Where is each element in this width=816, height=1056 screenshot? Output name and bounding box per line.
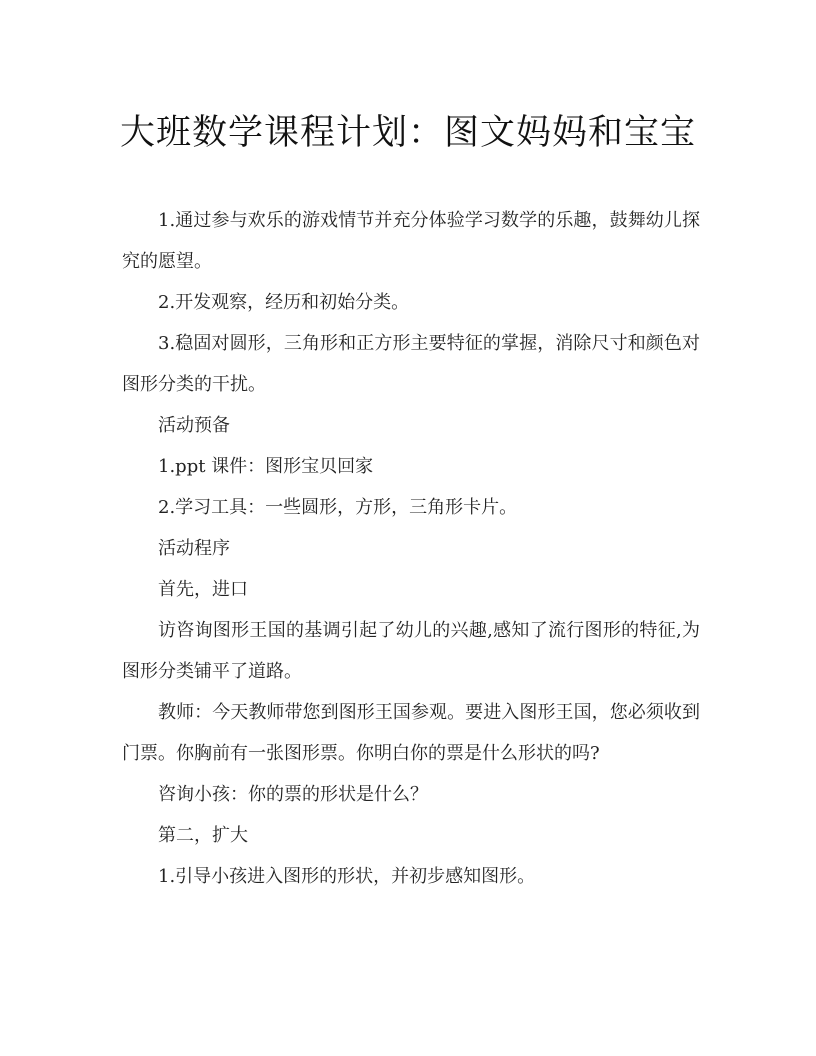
- document-body: [122, 200, 700, 897]
- subheading-first: 首先，进口: [158, 579, 248, 600]
- section-heading-preparation: 活动预备: [158, 415, 230, 436]
- paragraph-objective-1: 1.通过参与欢乐的游戏情节并充分体验学习数学的乐趣，鼓舞幼儿探究的愿望。: [122, 210, 700, 272]
- paragraph-preparation-1: 1.ppt 课件：图形宝贝回家: [158, 456, 374, 477]
- document-title: 大班数学课程计划：图文妈妈和宝宝: [119, 113, 696, 153]
- paragraph-preparation-2: 2.学习工具：一些圆形，方形，三角形卡片。: [158, 497, 518, 518]
- paragraph-objective-2: 2.开发观察，经历和初始分类。: [158, 292, 410, 313]
- paragraph-ask-child: 咨询小孩：你的票的形状是什么？: [158, 784, 428, 805]
- subheading-second: 第二，扩大: [158, 825, 248, 846]
- paragraph-intro: 访咨询图形王国的基调引起了幼儿的兴趣,感知了流行图形的特征,为图形分类铺平了道路。: [122, 620, 700, 682]
- section-heading-procedure: 活动程序: [158, 538, 230, 559]
- paragraph-objective-3: 3.稳固对圆形，三角形和正方形主要特征的掌握，消除尺寸和颜色对图形分类的干扰。: [122, 333, 700, 395]
- paragraph-guide: 1.引导小孩进入图形的形状，并初步感知图形。: [158, 866, 536, 887]
- paragraph-teacher: 教师：今天教师带您到图形王国参观。要进入图形王国，您必须收到门票。你胸前有一张图形票。你明白你的票是什么形状的吗?: [122, 702, 700, 764]
